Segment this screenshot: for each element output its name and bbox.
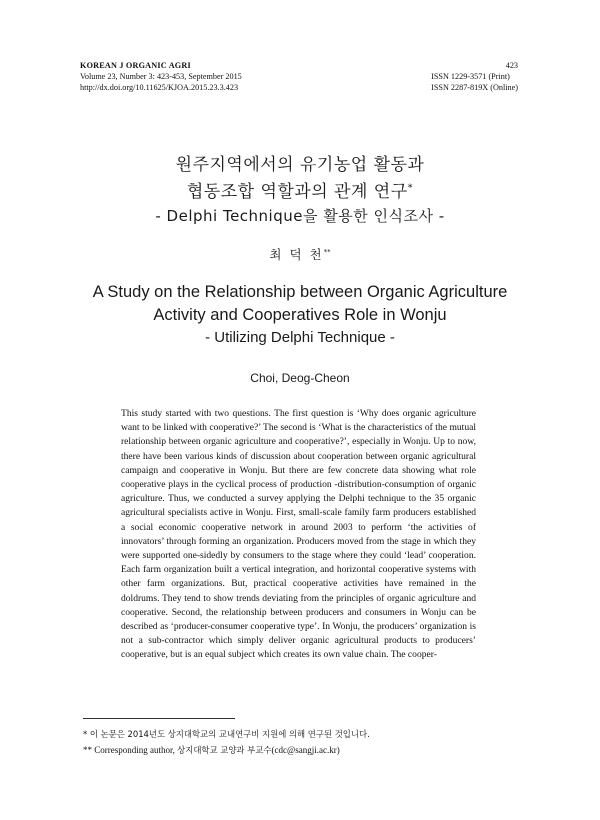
author-footnote-mark: ** [323, 247, 331, 256]
footnote-divider [83, 718, 235, 719]
korean-subtitle: - Delphi Technique을 활용한 인식조사 - [155, 207, 445, 225]
journal-name: KOREAN J ORGANIC AGRI [80, 61, 191, 70]
footnote-funding: * 이 논문은 2014년도 상지대학교의 교내연구비 지원에 의해 연구된 것입니다. [83, 729, 370, 739]
korean-author-name: 최 덕 천 [269, 247, 324, 262]
issn-print: ISSN 1229-3571 (Print) [431, 72, 510, 81]
footnotes [83, 726, 370, 758]
volume-line: Volume 23, Number 3: 423-453, September 2015 [80, 72, 242, 81]
korean-title-line2 [0, 177, 600, 202]
footnote-email[interactable]: (cdc@sangji.ac.kr) [271, 745, 340, 755]
footnote-corresponding [83, 742, 370, 758]
korean-title-line2-text: 협동조합 역할과의 관계 연구 [186, 182, 408, 202]
doi-link[interactable]: http://dx.doi.org/10.11625/KJOA.2015.23.3.423 [80, 83, 239, 92]
journal-header [80, 60, 242, 93]
english-title-line2: Activity and Cooperatives Role in Wonju [153, 306, 447, 324]
english-subtitle: - Utilizing Delphi Technique - [205, 329, 395, 346]
issn-header [431, 60, 518, 93]
korean-title-line1: 원주지역에서의 유기농업 활동과 [175, 155, 425, 175]
issn-online: ISSN 2287-819X (Online) [431, 83, 518, 92]
footnote-corresponding-prefix: ** Corresponding author, [83, 745, 178, 755]
abstract-text: This study started with two questions. The first question is ‘Why does organic agriculture want to be linked with cooperative?’ The second is ‘What is the characteristics of the mutual relationship between organic agriculture and cooperative?’, especially in Wonju. Up to now, there have been various kinds of discussion about cooperation between organic agricultural campaign and cooperative in Wonju. But there are few concrete data showing what role cooperative plays in the cyclical process of production -distribution-consumption of organic agriculture. Thus, we conducted a survey applying the Delphi technique to the 35 organic agricultural specialists active in Wonju. First, small-scale family farm producers established a social economic cooperative network in around 2003 to perform ‘the activities of innovators’ through forming an organization. Producers moved from the stage in which they were supported one-sidedly by consumers to the stage where they could ‘lead’ cooperation. Each farm organization built a vertical integration, and horizontal cooperative systems with other farm organizations. But, practical cooperative activities have remained in the doldrums. They tend to show trends deviating from the principles of organic agriculture and cooperative. Second, the relationship between producers and consumers in Wonju can be described as ‘producer-consumer cooperative type’. In Wonju, the producers’ organization is not a sub-contractor which simply deliver organic agricultural products to producers’ cooperative, but is an equal subject which creates its own value chain. The cooper- [121, 408, 476, 661]
footnote-affiliation: 상지대학교 교양과 부교수 [177, 745, 272, 755]
english-title-line1: A Study on the Relationship between Organic Agriculture [92, 283, 508, 301]
english-author: Choi, Deog-Cheon [250, 371, 350, 385]
page-number: 423 [505, 61, 518, 70]
title-footnote-mark: * [407, 182, 414, 194]
korean-author [0, 245, 600, 263]
